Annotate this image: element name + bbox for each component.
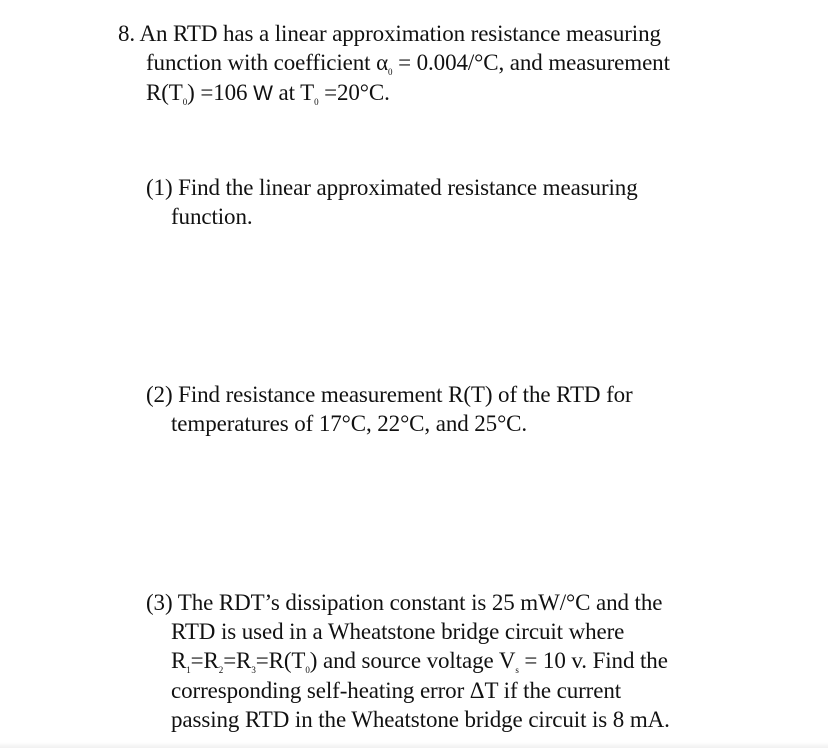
r1-subscript: 1 xyxy=(186,665,191,675)
part3-line-4: corresponding self-heating error ΔT if the current xyxy=(171,678,622,703)
problem-intro-line-1 xyxy=(118,19,661,48)
problem-number: 8. xyxy=(118,21,136,46)
eq-r2: =R xyxy=(190,648,219,673)
t0-subscript-2: 0 xyxy=(314,97,319,107)
part1-line-1: (1) Find the linear approximated resistance measuring xyxy=(146,175,638,200)
alpha-subscript: 0 xyxy=(388,67,393,77)
intro-text-3a: R(T xyxy=(146,80,183,105)
source-voltage-text: ) and source voltage V xyxy=(309,648,516,673)
problem-intro-line-2 xyxy=(146,48,670,77)
vs-subscript: s xyxy=(515,665,519,675)
ohm-unit: W xyxy=(253,82,273,105)
find-the-text: = 10 v. Find the xyxy=(518,648,668,673)
part3-line-1: (3) The RDT’s dissipation constant is 25 mW/°C and the xyxy=(146,590,663,615)
t0-subscript: 0 xyxy=(182,97,188,107)
intro-text-2a: function with coefficient α xyxy=(146,50,389,75)
t0-subscript-3: 0 xyxy=(305,665,310,675)
eq-rt0: =R(T xyxy=(255,648,306,673)
problem-intro-line-3 xyxy=(146,78,390,108)
part3-line-3 xyxy=(171,646,668,675)
part3-line-2: RTD is used in a Wheatstone bridge circuit where xyxy=(171,619,625,644)
intro-text-3d: =20°C. xyxy=(318,80,390,105)
r2-subscript: 2 xyxy=(218,665,224,675)
part1-line-2: function. xyxy=(171,204,253,229)
bottom-edge-shadow xyxy=(0,742,828,748)
eq-r3: =R xyxy=(223,648,252,673)
intro-text-2b: = 0.004/°C, and measurement xyxy=(392,50,670,75)
intro-text-3c: at T xyxy=(272,80,315,105)
part2-line-2: temperatures of 17°C, 22°C, and 25°C. xyxy=(171,411,528,436)
part2-line-1: (2) Find resistance measurement R(T) of the RTD for xyxy=(146,382,633,407)
r-symbol: R xyxy=(171,648,187,673)
r3-subscript: 3 xyxy=(251,665,256,675)
intro-text-1: An RTD has a linear approximation resistance measuring xyxy=(139,21,661,46)
intro-text-3b: ) =106 xyxy=(187,80,254,105)
part3-line-5: passing RTD in the Wheatstone bridge circuit is 8 mA. xyxy=(171,707,670,732)
